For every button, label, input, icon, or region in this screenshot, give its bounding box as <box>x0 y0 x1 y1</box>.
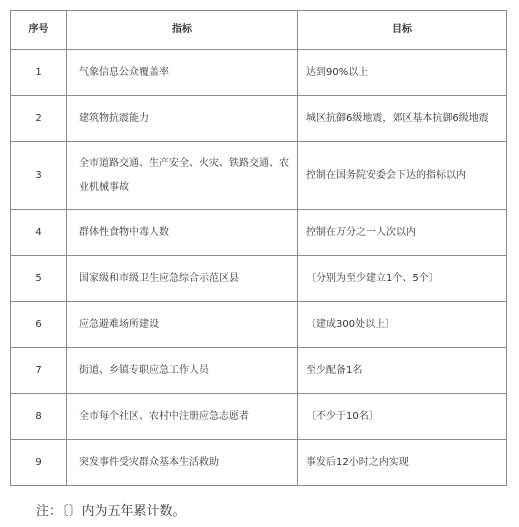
header-serial-number: 序号 <box>11 11 67 50</box>
row-indicator: 国家级和市级卫生应急综合示范区县 <box>67 256 298 302</box>
row-indicator: 应急避难场所建设 <box>67 302 298 348</box>
table-row <box>11 142 507 210</box>
row-serial-number: 1 <box>11 50 67 96</box>
row-indicator: 建筑物抗震能力 <box>67 96 298 142</box>
indicator-table-container <box>10 10 506 486</box>
row-serial-number: 3 <box>11 142 67 210</box>
row-target: 〔建成300处以上〕 <box>298 302 507 348</box>
header-target: 目标 <box>298 11 507 50</box>
row-indicator: 全市每个社区、农村中注册应急志愿者 <box>67 394 298 440</box>
row-target: 至少配备1名 <box>298 348 507 394</box>
table-row <box>11 50 507 96</box>
table-row <box>11 210 507 256</box>
table-row <box>11 302 507 348</box>
row-indicator: 全市道路交通、生产安全、火灾、铁路交通、农业机械事故 <box>67 142 298 210</box>
row-target: 城区抗御6级地震，郊区基本抗御6级地震 <box>298 96 507 142</box>
row-serial-number: 9 <box>11 440 67 486</box>
row-target: 事发后12小时之内实现 <box>298 440 507 486</box>
row-indicator: 突发事件受灾群众基本生活救助 <box>67 440 298 486</box>
table-header-row <box>11 11 507 50</box>
table-row <box>11 256 507 302</box>
indicator-table <box>10 10 507 486</box>
table-footnote: 注：〔〕内为五年累计数。 <box>36 504 186 519</box>
table-row <box>11 348 507 394</box>
table-row <box>11 96 507 142</box>
row-target: 〔不少于10名〕 <box>298 394 507 440</box>
row-indicator: 群体性食物中毒人数 <box>67 210 298 256</box>
header-indicator: 指标 <box>67 11 298 50</box>
table-row <box>11 394 507 440</box>
row-serial-number: 6 <box>11 302 67 348</box>
row-indicator: 气象信息公众覆盖率 <box>67 50 298 96</box>
row-target: 〔分别为至少建立1个、5个〕 <box>298 256 507 302</box>
table-row <box>11 440 507 486</box>
row-serial-number: 2 <box>11 96 67 142</box>
row-serial-number: 5 <box>11 256 67 302</box>
row-indicator: 街道、乡镇专职应急工作人员 <box>67 348 298 394</box>
row-target: 达到90%以上 <box>298 50 507 96</box>
row-serial-number: 4 <box>11 210 67 256</box>
row-target: 控制在万分之一人次以内 <box>298 210 507 256</box>
row-target: 控制在国务院安委会下达的指标以内 <box>298 142 507 210</box>
row-serial-number: 7 <box>11 348 67 394</box>
row-serial-number: 8 <box>11 394 67 440</box>
